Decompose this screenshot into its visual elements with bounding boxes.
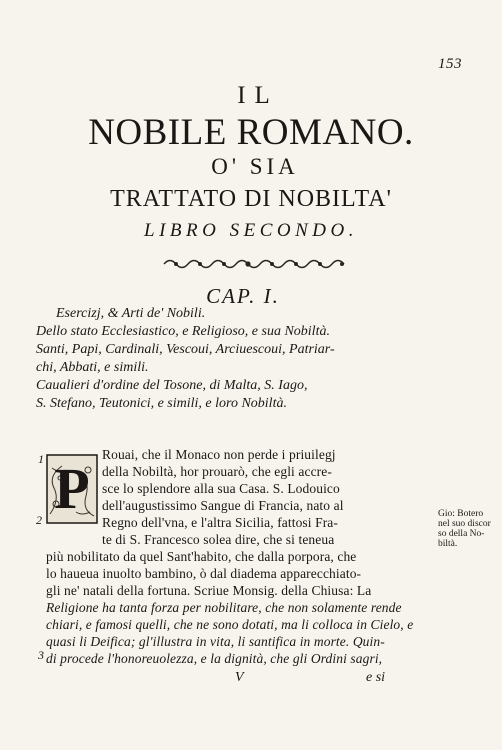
body-text-line: Religione ha tanta forza per nobilitare, che non solamente rende	[46, 600, 402, 615]
body-text-line: più nobilitato da quel Sant'habito, che dalla porpora, che	[46, 549, 357, 564]
catchword: e si	[366, 670, 386, 685]
margin-number: 2	[36, 513, 42, 527]
chapter-summary-line: Esercizj, & Arti de' Nobili.	[56, 306, 206, 321]
signature-mark: V	[235, 670, 244, 685]
chapter-summary-line: Dello stato Ecclesiastico, e Religioso, e sua Nobiltà.	[36, 324, 330, 339]
marginal-note-line: nel suo discor	[438, 519, 491, 529]
body-text-line: quasi li Deifica; gl'illustra in vita, li santifica in morte. Quin-	[46, 634, 385, 649]
body-text-line: della Nobiltà, hor prouarò, che egli accre-	[102, 464, 332, 479]
chapter-heading: CAP. I.	[206, 284, 280, 308]
drop-cap-initial	[46, 454, 98, 524]
body-text-line: gli ne' natali della fortuna. Scriue Monsig. della Chiusa: La	[46, 583, 372, 598]
marginal-note-line: Gio: Botero	[438, 509, 484, 519]
body-text-line: dell'augustissimo Sangue di Francia, nato al	[102, 498, 344, 513]
chapter-summary-line: chi, Abbati, e simili.	[36, 360, 149, 375]
floral-ornament-icon	[160, 257, 350, 271]
body-text-line: Rouai, che il Monaco non perde i priuilegj	[102, 447, 336, 462]
margin-number: 3	[38, 648, 44, 662]
title-line-4: TRATTATO DI NOBILTA'	[110, 186, 392, 212]
chapter-summary-line: S. Stefano, Teutonici, e simili, e loro Nobiltà.	[36, 396, 287, 411]
body-text-line: Regno dell'vna, e l'altra Sicilia, fattosi Fra-	[102, 515, 338, 530]
book-heading: LIBRO SECONDO.	[144, 220, 358, 241]
body-text-line: di procede l'honoreuolezza, e la dignità, che gli Ordini sagri,	[46, 651, 383, 666]
body-text-line: lo haueua inuolto bambino, ò dal diadema apparecchiato-	[46, 566, 362, 581]
body-text-line: chiari, e famosi quelli, che ne sono dotati, ma li colloca in Cielo, e	[46, 617, 414, 632]
title-line-1: IL	[237, 82, 279, 109]
body-text-line: sce lo splendore alla sua Casa. S. Lodouico	[102, 481, 340, 496]
svg-text:P: P	[54, 456, 90, 521]
title-line-3: O' SIA	[211, 154, 299, 179]
page-number: 153	[438, 56, 462, 72]
body-text-line: te di S. Francesco solea dire, che si teneua	[102, 532, 335, 547]
marginal-note-line: biltà.	[438, 539, 458, 549]
chapter-summary-line: Santi, Papi, Cardinali, Vescoui, Arciuescoui, Patriar-	[36, 342, 335, 357]
margin-number: 1	[38, 452, 44, 466]
title-line-2: NOBILE ROMANO.	[88, 112, 414, 153]
chapter-summary-line: Caualieri d'ordine del Tosone, di Malta, S. Iago,	[36, 378, 308, 393]
marginal-note-line: so della No-	[438, 529, 485, 539]
